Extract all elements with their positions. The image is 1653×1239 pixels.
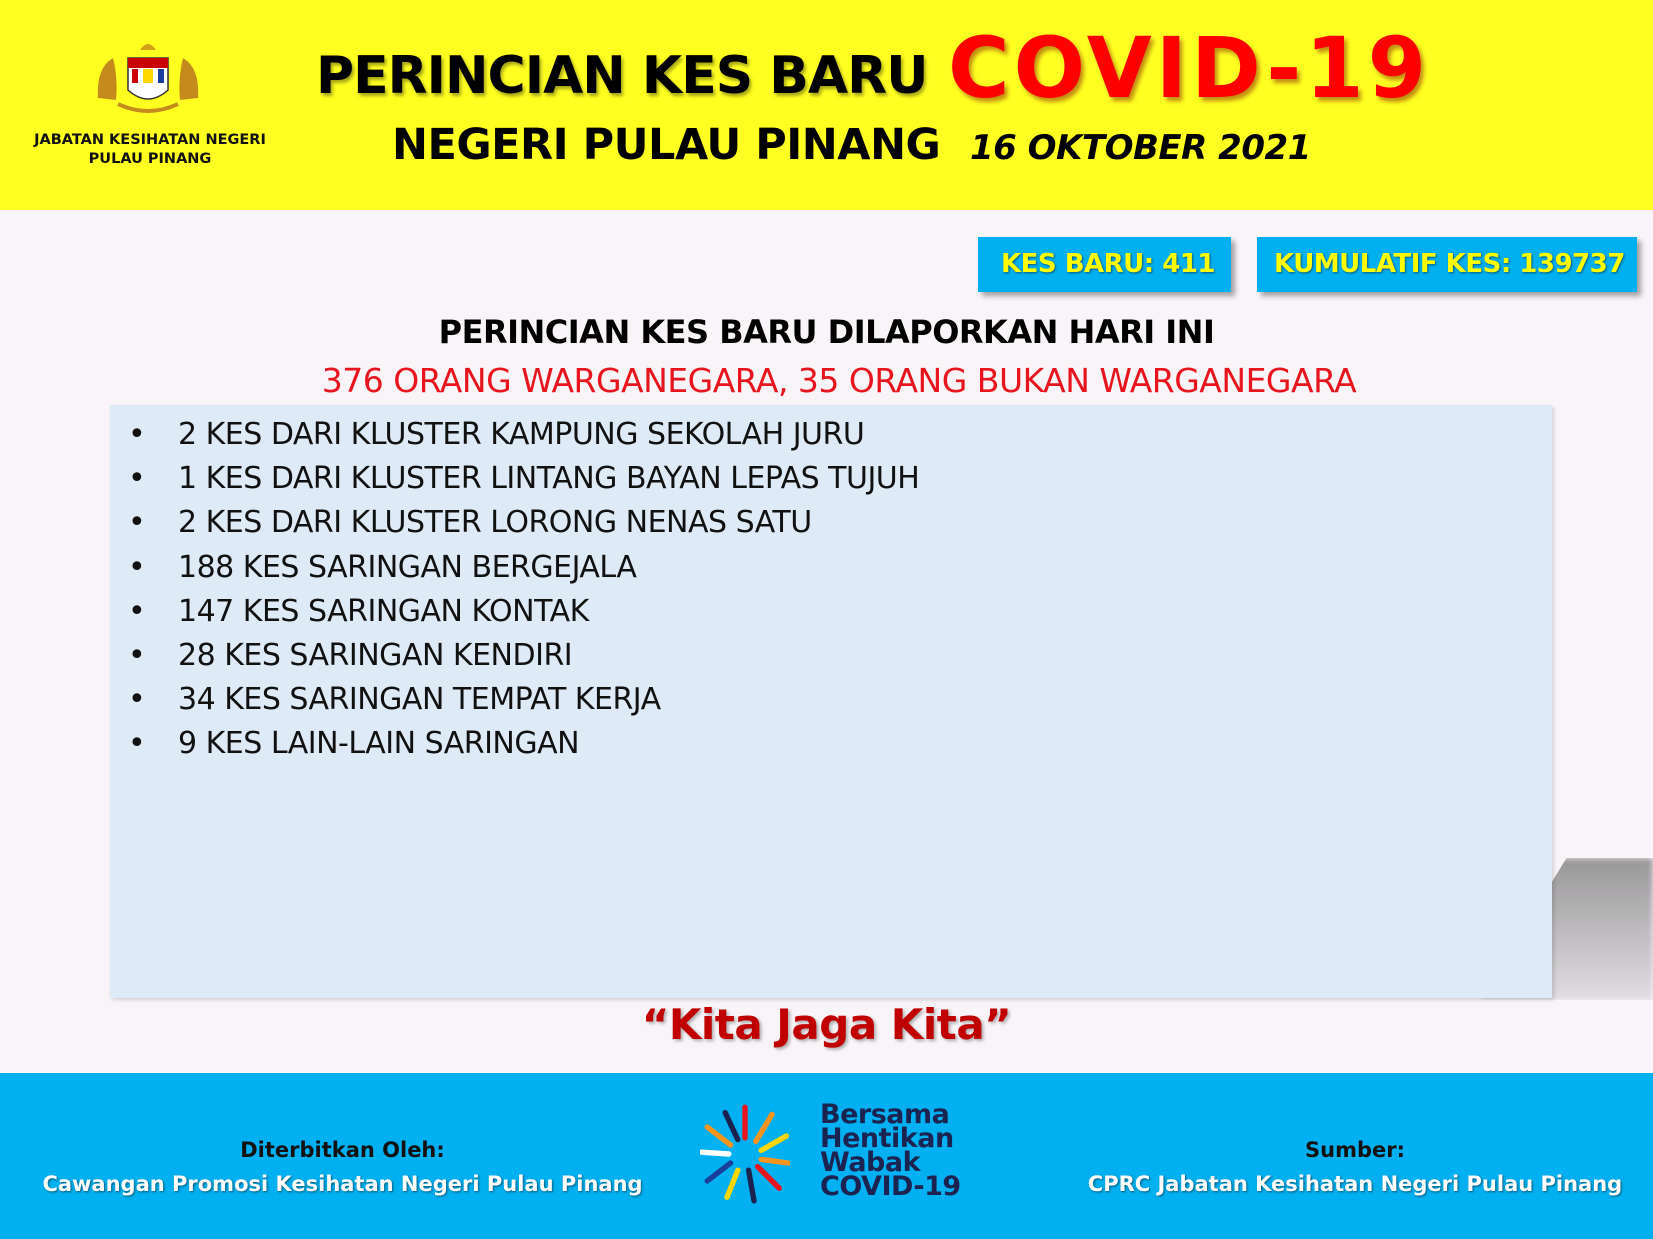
footer-banner — [0, 1073, 1653, 1239]
list-item-text: 2 KES DARI KLUSTER LORONG NENAS SATU — [178, 505, 812, 541]
bullet-icon: • — [128, 682, 146, 718]
cumulative-cases-badge: KUMULATIF KES: 139737 — [1257, 237, 1637, 292]
source-info — [1085, 1133, 1625, 1201]
new-cases-badge: KES BARU: 411 — [978, 237, 1231, 292]
list-item-text: 188 KES SARINGAN BERGEJALA — [178, 549, 637, 585]
state-subtitle: NEGERI PULAU PINANG — [392, 120, 941, 170]
org-name-line2: PULAU PINANG — [88, 151, 212, 167]
publisher-name: Cawangan Promosi Kesihatan Negeri Pulau Pinang — [42, 1172, 643, 1196]
case-details-panel — [110, 405, 1552, 998]
source-label: Sumber: — [1305, 1138, 1405, 1162]
bullet-icon: • — [128, 417, 146, 452]
list-item-text: 9 KES LAIN-LAIN SARINGAN — [178, 726, 580, 762]
source-name: CPRC Jabatan Kesihatan Negeri Pulau Pinang — [1087, 1172, 1623, 1196]
bullet-icon: • — [128, 593, 146, 629]
slogan: “Kita Jaga Kita” — [641, 1000, 1012, 1049]
bullet-icon: • — [128, 461, 146, 497]
campaign-logo-text — [820, 1099, 961, 1202]
campaign-logo-line2: Hentikan — [820, 1123, 954, 1154]
report-date: 16 OKTOBER 2021 — [970, 128, 1311, 168]
citizenship-breakdown: 376 ORANG WARGANEGARA, 35 ORANG BUKAN WARGANEGARA — [321, 361, 1357, 400]
bullet-icon: • — [128, 505, 146, 541]
list-item-text: 28 KES SARINGAN KENDIRI — [178, 637, 573, 673]
summary-heading: PERINCIAN KES BARU DILAPORKAN HARI INI — [438, 313, 1215, 351]
publisher-label: Diterbitkan Oleh: — [240, 1138, 445, 1162]
coat-of-arms-icon — [88, 38, 208, 118]
bullet-icon: • — [128, 637, 146, 673]
campaign-logo-line1: Bersama — [820, 1099, 950, 1130]
campaign-logo-line3: Wabak — [820, 1147, 921, 1178]
bullet-icon: • — [128, 549, 146, 585]
campaign-logo-line4: COVID-19 — [820, 1171, 961, 1202]
covid-title: COVID-19 — [948, 19, 1431, 117]
list-item-text: 2 KES DARI KLUSTER KAMPUNG SEKOLAH JURU — [178, 417, 865, 452]
org-name-line1: JABATAN KESIHATAN NEGERI — [34, 132, 266, 148]
campaign-burst-logo-icon — [700, 1095, 790, 1213]
list-item-text: 1 KES DARI KLUSTER LINTANG BAYAN LEPAS TUJUH — [178, 461, 920, 497]
list-item-text: 147 KES SARINGAN KONTAK — [178, 593, 589, 629]
page-title: PERINCIAN KES BARU — [316, 46, 928, 106]
header-banner — [0, 0, 1653, 210]
publisher-info — [20, 1133, 665, 1201]
org-name — [20, 131, 280, 169]
list-item-text: 34 KES SARINGAN TEMPAT KERJA — [178, 682, 661, 718]
bullet-icon: • — [128, 726, 146, 762]
